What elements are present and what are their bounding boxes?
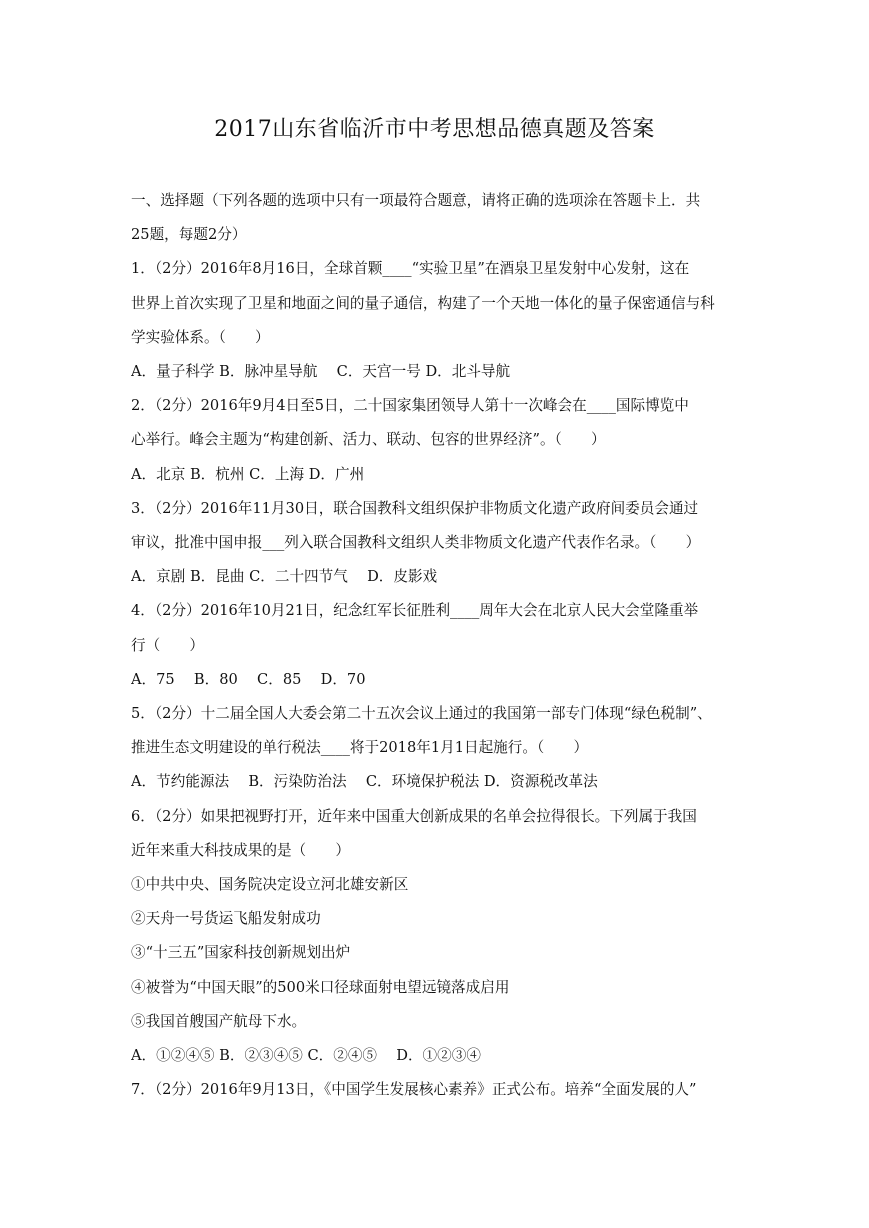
text-line: ③“十三五”国家科技创新规划出炉 — [131, 944, 351, 961]
text-line: 推进生态文明建设的单行税法____将于2018年1月1日起施行。（ ） — [131, 739, 589, 756]
text-line: 心举行。峰会主题为“构建创新、活力、联动、包容的世界经济”。（ ） — [131, 431, 606, 448]
text-line: 世界上首次实现了卫星和地面之间的量子通信，构建了一个天地一体化的量子保密通信与科 — [131, 295, 715, 312]
text-line: 近年来重大科技成果的是（ ） — [131, 842, 350, 859]
text-line: A．量子科学 B．脉冲星导航 C．天宫一号 D．北斗导航 — [131, 363, 511, 380]
text-line: A．北京 B．杭州 C．上海 D．广州 — [131, 466, 365, 483]
text-line: 4．（2分）2016年10月21日，纪念红军长征胜利____周年大会在北京人民大会堂隆重举 — [131, 602, 699, 619]
text-line: A．①②④⑤ B．②③④⑤ C．②④⑤ D．①②③④ — [131, 1047, 481, 1064]
text-line: ⑤我国首艘国产航母下水。 — [131, 1013, 307, 1030]
text-line: 25题，每题2分） — [131, 226, 247, 243]
text-line: A．京剧 B．昆曲 C．二十四节气 D．皮影戏 — [131, 568, 438, 585]
text-line: 3．（2分）2016年11月30日，联合国教科文组织保护非物质文化遗产政府间委员会通过 — [131, 500, 699, 517]
text-line: 审议，批准中国申报___列入联合国教科文组织人类非物质文化遗产代表作名录。（ ） — [131, 534, 701, 551]
text-line: 5．（2分）十二届全国人大委会第二十五次会议上通过的我国第一部专门体现“绿色税制”、 — [131, 705, 712, 722]
text-line: A．节约能源法 B．污染防治法 C．环境保护税法 D．资源税改革法 — [131, 773, 598, 790]
text-line: ②天舟一号货运飞船发射成功 — [131, 910, 321, 927]
text-line: 2．（2分）2016年9月4日至5日，二十国家集团领导人第十一次峰会在____国际博览中 — [131, 397, 689, 414]
text-line: ④被誉为“中国天眼”的500米口径球面射电望远镜落成启用 — [131, 979, 510, 996]
text-line: 一、选择题（下列各题的选项中只有一项最符合题意，请将正确的选项涂在答题卡上．共 — [131, 192, 701, 209]
text-line: ①中共中央、国务院决定设立河北雄安新区 — [131, 876, 409, 893]
text-line: 1．（2分）2016年8月16日，全球首颗____“实验卫星”在酒泉卫星发射中心发射，这在 — [131, 260, 690, 277]
document-title: 2017山东省临沂市中考思想品德真题及答案 — [214, 117, 655, 142]
text-line: 6．（2分）如果把视野打开，近年来中国重大创新成果的名单会拉得很长。下列属于我国 — [131, 808, 697, 825]
text-line: 行（ ） — [131, 637, 204, 654]
text-line: 学实验体系。（ ） — [131, 329, 270, 346]
text-line: 7．（2分）2016年9月13日，《中国学生发展核心素养》正式公布。培养“全面发展的人” — [131, 1081, 697, 1098]
text-line: A．75 B．80 C．85 D．70 — [131, 671, 366, 688]
